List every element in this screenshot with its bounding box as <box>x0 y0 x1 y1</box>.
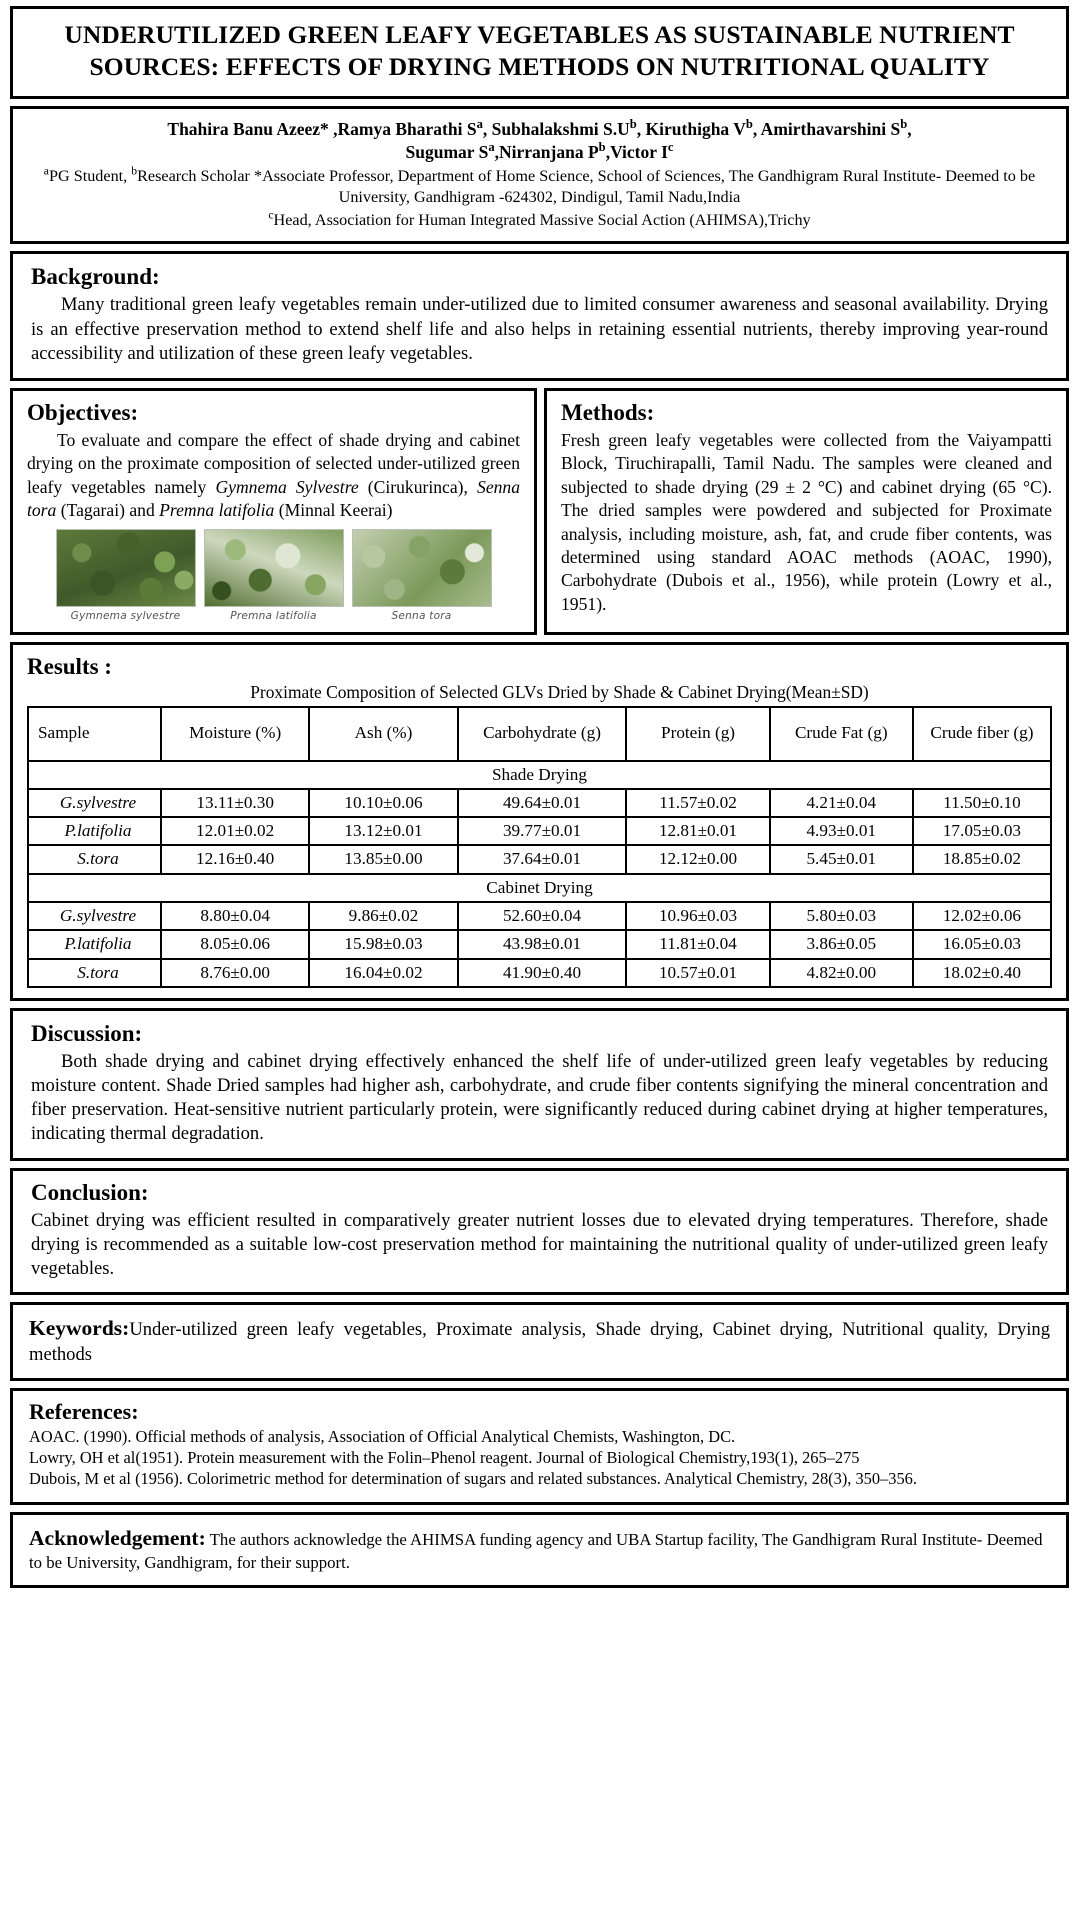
keywords-line <box>29 1314 1050 1367</box>
leafy-vegetable-photo-premna <box>204 529 344 607</box>
row-sample-name: S.tora <box>28 845 161 873</box>
cell-crude-fiber: 11.50±0.10 <box>913 789 1051 817</box>
affiliation-secondary <box>33 210 1046 231</box>
title-section <box>10 6 1069 99</box>
objectives-heading: Objectives: <box>27 399 139 425</box>
keywords-label: Keywords: <box>29 1316 130 1341</box>
author-line-1-part-2: , Subhalakshmi S.U <box>482 118 630 139</box>
affiliation-superscript-b: b <box>131 164 138 178</box>
row-sample-name: P.latifolia <box>28 930 161 958</box>
conclusion-text: Cabinet drying was efficient resulted in comparatively greater nutrient losses due to elevated drying temperatures. Therefore, shade drying is recommended as a suitable low-cost preservation method for maintaining the nutritional quality of under-utilized green leafy vegetables. <box>31 1209 1048 1279</box>
objectives-text-part-2: (Cirukurinca), <box>358 476 478 497</box>
conclusion-section <box>10 1168 1069 1296</box>
background-text: Many traditional green leafy vegetables remain under-utilized due to limited consumer awareness and seasonal availability. Drying is an effective preservation method to extend shelf life and also helps in retaining essential nutrients, thereby improving year-round accessibility and utilization of these green leafy vegetables. <box>31 294 1048 364</box>
cell-crude-fat: 4.21±0.04 <box>770 789 913 817</box>
cell-protein: 12.81±0.01 <box>626 817 769 845</box>
author-superscript-a: a <box>476 116 483 131</box>
poster-root <box>10 6 1069 1588</box>
conclusion-heading: Conclusion: <box>31 1179 149 1205</box>
table-row <box>28 902 1051 930</box>
authors-section <box>10 106 1069 245</box>
acknowledgement-text: The authors acknowledge the AHIMSA funding agency and UBA Startup facility, The Gandhigram Rural Institute- Deemed to be University, Gandhigram, for their support. <box>29 1529 1043 1573</box>
table-row <box>28 817 1051 845</box>
leafy-vegetable-photo-gymnema <box>56 529 196 607</box>
cell-ash: 16.04±0.02 <box>309 959 457 987</box>
reference-item: Lowry, OH et al(1951). Protein measurement with the Folin–Phenol reagent. Journal of Biological Chemistry,193(1), 265–275 <box>29 1447 860 1467</box>
affiliation-superscript-c: c <box>268 209 274 223</box>
cell-carbohydrate: 39.77±0.01 <box>458 817 627 845</box>
cell-protein: 11.81±0.04 <box>626 930 769 958</box>
leafy-vegetable-photo-senna <box>352 529 492 607</box>
results-table-body <box>28 761 1051 987</box>
discussion-heading: Discussion: <box>31 1020 143 1046</box>
acknowledgement-section <box>10 1512 1069 1589</box>
species-name-gymnema: Gymnema Sylvestre <box>215 476 359 497</box>
cell-ash: 9.86±0.02 <box>309 902 457 930</box>
background-heading: Background: <box>31 264 160 290</box>
table-row <box>28 789 1051 817</box>
affiliation-text-2: Research Scholar *Associate Professor, Department of Home Science, School of Sciences, The Gandhigram Rural Institute- Deemed to be University, Gandhigram -624302, Dindigul, Tamil Nadu,India <box>137 167 1036 207</box>
results-table <box>27 706 1052 988</box>
column-header-crude-fat: Crude Fat (g) <box>770 707 913 761</box>
author-superscript-b: b <box>629 116 637 131</box>
author-superscript-a2: a <box>488 140 495 155</box>
cell-crude-fat: 4.93±0.01 <box>770 817 913 845</box>
cell-protein: 10.57±0.01 <box>626 959 769 987</box>
cell-crude-fiber: 17.05±0.03 <box>913 817 1051 845</box>
reference-item: Dubois, M et al (1956). Colorimetric method for determination of sugars and related substances. Analytical Chemistry, 28(3), 350–356. <box>29 1469 917 1489</box>
affiliation-main <box>33 166 1046 208</box>
page-title: UNDERUTILIZED GREEN LEAFY VEGETABLES AS SUSTAINABLE NUTRIENT SOURCES: EFFECTS OF DRYING METHODS ON NUTRITIONAL QUALITY <box>64 20 1015 82</box>
cell-ash: 13.85±0.00 <box>309 845 457 873</box>
cell-crude-fat: 5.45±0.01 <box>770 845 913 873</box>
table-row <box>28 959 1051 987</box>
table-header-row <box>28 707 1051 761</box>
objectives-text <box>27 429 520 523</box>
author-superscript-b3: b <box>900 116 908 131</box>
species-name-senna: Senna tora <box>27 476 521 521</box>
results-table-head <box>28 707 1051 761</box>
column-header-ash: Ash (%) <box>309 707 457 761</box>
cell-protein: 11.57±0.02 <box>626 789 769 817</box>
author-list <box>33 118 1046 165</box>
cell-crude-fiber: 12.02±0.06 <box>913 902 1051 930</box>
objectives-section <box>10 388 537 635</box>
author-line-2-part-2: ,Nirranjana P <box>494 142 599 163</box>
keywords-text: Under-utilized green leafy vegetables, Proximate analysis, Shade drying, Cabinet drying, Nutritional quality, Drying methods <box>29 1319 1050 1365</box>
cell-protein: 12.12±0.00 <box>626 845 769 873</box>
cell-moisture: 12.01±0.02 <box>161 817 309 845</box>
affiliation-text-1: PG Student, <box>48 167 132 186</box>
cell-carbohydrate: 37.64±0.01 <box>458 845 627 873</box>
group-header-row <box>28 874 1051 902</box>
row-sample-name: P.latifolia <box>28 817 161 845</box>
vegetable-caption: Senna tora <box>391 609 452 622</box>
group-header-row <box>28 761 1051 789</box>
author-line-1-end: , <box>907 118 912 139</box>
column-header-protein: Protein (g) <box>626 707 769 761</box>
author-superscript-b2: b <box>745 116 753 131</box>
methods-section <box>544 388 1069 635</box>
vegetable-photo-item <box>56 529 196 622</box>
cell-carbohydrate: 49.64±0.01 <box>458 789 627 817</box>
acknowledgement-line <box>29 1524 1050 1575</box>
references-heading: References: <box>29 1398 139 1424</box>
author-line-2-part-1: Sugumar S <box>405 142 489 163</box>
cell-protein: 10.96±0.03 <box>626 902 769 930</box>
author-line-1-part-4: , Amirthavarshini S <box>752 118 901 139</box>
row-sample-name: G.sylvestre <box>28 902 161 930</box>
keywords-section <box>10 1302 1069 1380</box>
vegetable-caption: Premna latifolia <box>230 609 317 622</box>
objectives-text-part-1: To evaluate and compare the effect of shade drying and cabinet drying on the proximate composition of selected under-utilized green leafy vegetables namely <box>27 429 520 497</box>
column-header-carbohydrate: Carbohydrate (g) <box>458 707 627 761</box>
cell-moisture: 12.16±0.40 <box>161 845 309 873</box>
cell-crude-fiber: 18.02±0.40 <box>913 959 1051 987</box>
author-superscript-c: c <box>667 140 674 155</box>
cell-crude-fiber: 16.05±0.03 <box>913 930 1051 958</box>
results-table-caption: Proximate Composition of Selected GLVs Dried by Shade & Cabinet Drying(Mean±SD) <box>250 681 869 702</box>
results-section <box>10 642 1069 1001</box>
author-line-1-part-1: Thahira Banu Azeez* ,Ramya Bharathi S <box>167 118 477 139</box>
cell-ash: 13.12±0.01 <box>309 817 457 845</box>
cell-crude-fat: 3.86±0.05 <box>770 930 913 958</box>
author-superscript-b4: b <box>598 140 606 155</box>
methods-text: Fresh green leafy vegetables were collected from the Vaiyampatti Block, Tiruchirapalli, Tamil Nadu. The samples were cleaned and subjected to shade drying (29 ± 2 °C) and cabinet drying (65 °C). The dried samples were powdered and subjected for Proximate analysis, including moisture, ash, fat, and crude fiber contents, was determined using standard AOAC methods (AOAC, 1990), Carbohydrate (Dubois et al., 1956), while protein (Lowry et al., 1951). <box>561 429 1052 614</box>
objectives-text-part-3: (Tagarai) and <box>56 500 160 521</box>
cell-carbohydrate: 41.90±0.40 <box>458 959 627 987</box>
row-sample-name: S.tora <box>28 959 161 987</box>
vegetable-photo-item <box>352 529 492 622</box>
cell-moisture: 13.11±0.30 <box>161 789 309 817</box>
species-name-premna: Premna latifolia <box>159 500 275 521</box>
column-header-sample: Sample <box>28 707 161 761</box>
references-section <box>10 1388 1069 1505</box>
cell-moisture: 8.05±0.06 <box>161 930 309 958</box>
discussion-section <box>10 1008 1069 1161</box>
vegetable-photo-item <box>204 529 344 622</box>
row-sample-name: G.sylvestre <box>28 789 161 817</box>
cell-crude-fat: 4.82±0.00 <box>770 959 913 987</box>
vegetable-photo-figure <box>27 529 520 624</box>
cell-crude-fiber: 18.85±0.02 <box>913 845 1051 873</box>
discussion-text: Both shade drying and cabinet drying effectively enhanced the shelf life of under-utilized green leafy vegetables by reducing moisture content. Shade Dried samples had higher ash, carbohydrate, and crude fiber contents signifying the mineral concentration and fiber preservation. Heat-sensitive nutrient particularly protein, were significantly reduced during cabinet drying at higher temperatures, indicating thermal degradation. <box>31 1050 1048 1145</box>
group-label-cabinet-drying: Cabinet Drying <box>28 874 1051 902</box>
group-label-shade-drying: Shade Drying <box>28 761 1051 789</box>
affiliation-text-3: Head, Association for Human Integrated Massive Social Action (AHIMSA),Trichy <box>273 211 811 230</box>
vegetable-caption: Gymnema sylvestre <box>70 609 181 622</box>
affiliation-superscript-a: a <box>43 164 49 178</box>
cell-carbohydrate: 52.60±0.04 <box>458 902 627 930</box>
cell-crude-fat: 5.80±0.03 <box>770 902 913 930</box>
cell-moisture: 8.80±0.04 <box>161 902 309 930</box>
column-header-crude-fiber: Crude fiber (g) <box>913 707 1051 761</box>
background-section <box>10 251 1069 381</box>
cell-carbohydrate: 43.98±0.01 <box>458 930 627 958</box>
objectives-methods-row <box>10 388 1069 635</box>
cell-ash: 15.98±0.03 <box>309 930 457 958</box>
cell-moisture: 8.76±0.00 <box>161 959 309 987</box>
methods-heading: Methods: <box>561 399 655 425</box>
objectives-text-part-4: (Minnal Keerai) <box>274 500 393 521</box>
cell-ash: 10.10±0.06 <box>309 789 457 817</box>
column-header-moisture: Moisture (%) <box>161 707 309 761</box>
table-row <box>28 930 1051 958</box>
acknowledgement-label: Acknowledgement: <box>29 1525 206 1550</box>
results-heading: Results : <box>27 653 112 679</box>
reference-item: AOAC. (1990). Official methods of analysis, Association of Official Analytical Chemists, Washington, DC. <box>29 1426 736 1446</box>
author-line-1-part-3: , Kiruthigha V <box>636 118 746 139</box>
table-row <box>28 845 1051 873</box>
author-line-2-part-3: ,Victor I <box>605 142 668 163</box>
